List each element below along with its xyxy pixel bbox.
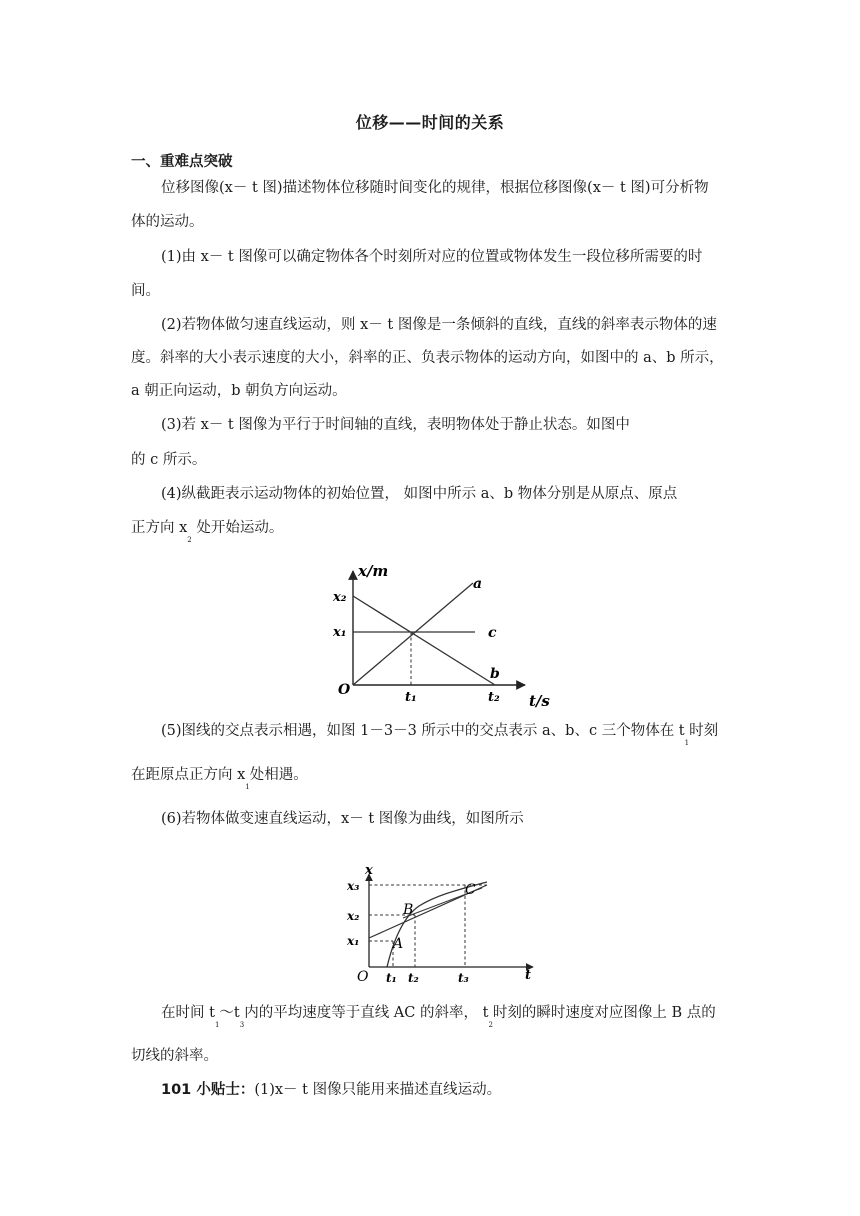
fig1-y-tick-x2: x₂: [333, 590, 347, 605]
paragraph-4-line2: [131, 518, 284, 544]
fig2-point-c: C: [465, 882, 476, 898]
figure-1-xt-graph: [325, 563, 565, 713]
page-title: 位移——时间的关系: [355, 113, 505, 132]
tip-label: 101 小贴士：: [161, 1082, 255, 1098]
p7-text-c: 内的平均速度等于直线 AC 的斜率， t: [244, 1005, 489, 1021]
paragraph-2-line3: a 朝正向运动，b 朝负方向运动。: [131, 383, 347, 399]
fig2-y-tick-x2: x₂: [347, 909, 360, 923]
paragraph-6: (6)若物体做变速直线运动，x－ t 图像为曲线，如图所示: [161, 811, 524, 827]
fig2-x-label: t: [525, 968, 532, 983]
fig1-x-tick-t1: t₁: [405, 690, 417, 705]
tip-text: (1)x－ t 图像只能用来描述直线运动。: [254, 1082, 502, 1098]
paragraph-5-line1: [161, 721, 719, 747]
p7-text-d: 时刻的瞬时速度对应图像上 B 点的: [492, 1005, 716, 1021]
fig2-origin: O: [357, 969, 369, 985]
fig1-x-label: t/s: [529, 692, 550, 710]
p5-text-c: 在距原点正方向 x: [131, 767, 246, 783]
p7-subscript-2: 2: [488, 1021, 493, 1029]
paragraph-7-line1: [161, 1003, 716, 1029]
figure-2-xt-curve: [347, 862, 547, 986]
fig2-point-b: B: [403, 902, 414, 918]
paragraph-2-line2: 度。斜率的大小表示速度的大小，斜率的正、负表示物体的运动方向，如图中的 a、b 所示，: [131, 350, 724, 366]
p5-subscript-2: 1: [245, 783, 250, 791]
p4-text-a: 正方向 x: [131, 520, 188, 536]
p7-subscript-3: 3: [239, 1021, 245, 1029]
tip-line: [161, 1080, 501, 1100]
p7-subscript-1: 1: [214, 1021, 220, 1029]
fig1-label-a: a: [473, 576, 483, 592]
paragraph-7-line2: 切线的斜率。: [131, 1048, 218, 1064]
p7-text-b: ～t: [219, 1005, 240, 1021]
fig2-point-a: A: [393, 936, 404, 952]
fig1-origin: O: [338, 682, 351, 698]
p7-text-a: 在时间 t: [161, 1005, 215, 1021]
p5-text-d: 处相遇。: [249, 767, 308, 783]
fig1-y-label: x/m: [358, 563, 389, 580]
fig2-x-tick-t1: t₁: [386, 971, 397, 985]
fig2-x-tick-t2: t₂: [408, 971, 419, 985]
paragraph-1-line2: 间。: [131, 283, 160, 299]
fig1-line-b: [353, 596, 495, 685]
fig1-label-c: c: [488, 625, 497, 641]
p4-text-b: 处开始运动。: [196, 520, 284, 536]
fig1-label-b: b: [490, 666, 500, 682]
fig2-y-tick-x1: x₁: [347, 934, 360, 948]
paragraph-3-line1: (3)若 x－ t 图像为平行于时间轴的直线，表明物体处于静止状态。如图中: [161, 417, 630, 433]
paragraph-2-line1: (2)若物体做匀速直线运动，则 x－ t 图像是一条倾斜的直线，直线的斜率表示物体的速: [161, 317, 717, 333]
paragraph-intro-line2: 体的运动。: [131, 214, 204, 230]
fig2-y-label: x: [365, 863, 373, 878]
p5-text-a: (5)图线的交点表示相遇，如图 1－3－3 所示中的交点表示 a、b、c 三个物体在 t: [161, 723, 685, 739]
fig2-x-tick-t3: t₃: [458, 971, 469, 985]
section-heading: 一、重难点突破: [131, 154, 233, 170]
fig2-y-tick-x3: x₃: [347, 879, 360, 893]
paragraph-5-line2: [131, 765, 308, 791]
p5-text-b: 时刻: [689, 723, 719, 739]
paragraph-1-line1: (1)由 x－ t 图像可以确定物体各个时刻所对应的位置或物体发生一段位移所需要的时: [161, 249, 703, 265]
paragraph-3-line2: 的 c 所示。: [131, 452, 207, 468]
paragraph-intro-line1: 位移图像(x－ t 图)描述物体位移随时间变化的规律，根据位移图像(x－ t 图)可分析物: [161, 180, 709, 196]
fig1-x-tick-t2: t₂: [488, 690, 500, 705]
paragraph-4-line1: (4)纵截距表示运动物体的初始位置， 如图中所示 a、b 物体分别是从原点、原点: [161, 486, 678, 502]
fig1-y-tick-x1: x₁: [333, 625, 347, 640]
p4-subscript: 2: [187, 536, 192, 544]
p5-subscript-1: 1: [684, 739, 690, 747]
